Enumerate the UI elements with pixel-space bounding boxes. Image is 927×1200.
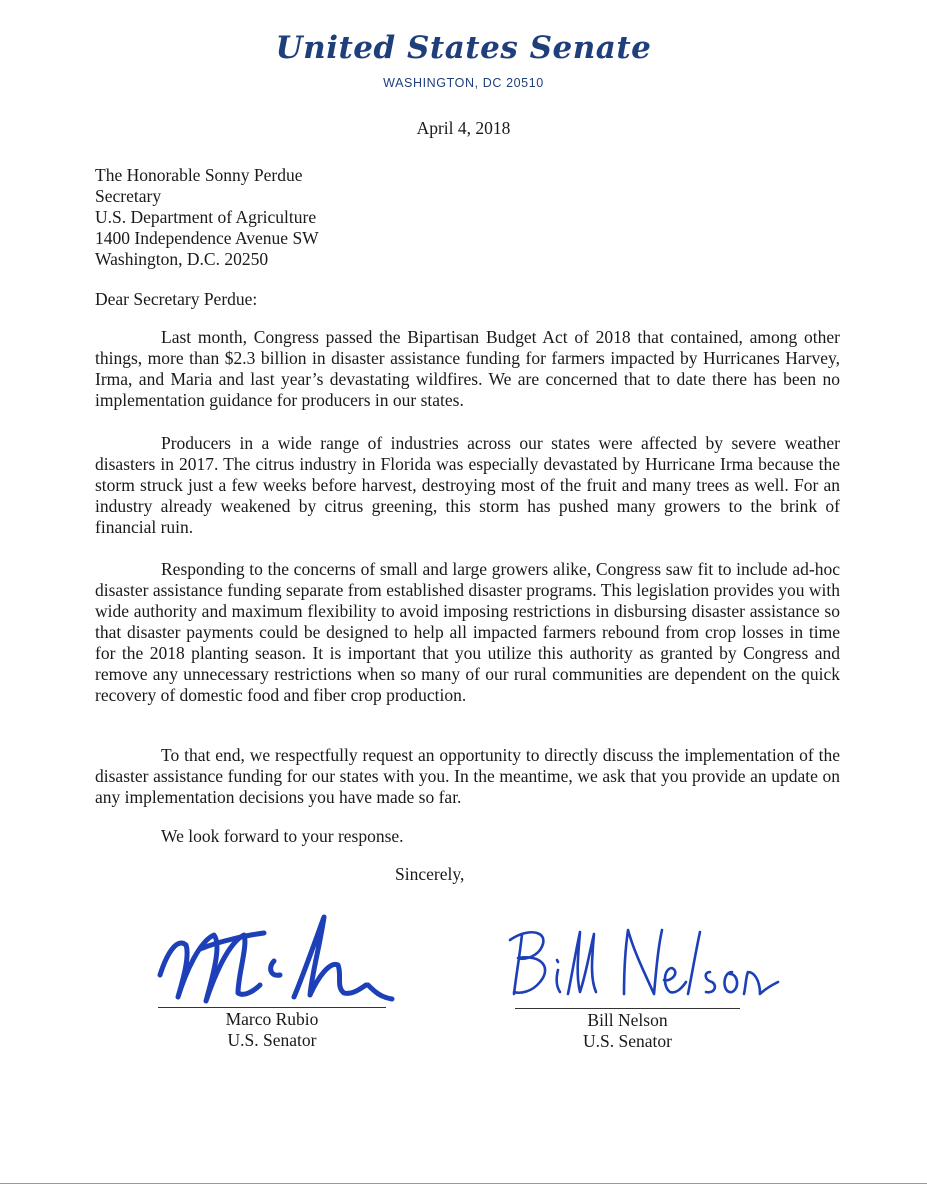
signature-nelson	[500, 920, 790, 1005]
signature-line	[158, 1007, 386, 1008]
body-paragraph: To that end, we respectfully request an opportunity to directly discuss the implementation of the disaster assistance funding for our states with you. In the meantime, we ask that you provide an update on any implementation decisions you have made so far.	[95, 745, 840, 807]
body-paragraph: Responding to the concerns of small and large growers alike, Congress saw fit to include ad-hoc disaster assistance funding separate from established disaster programs. This legislation provides you with wide authority and maximum flexibility to avoid imposing restrictions in disbursing disaster assistance so that disaster payments could be designed to help all impacted farmers rebound from crop losses in time for the 2018 planting season. It is important that you utilize this authority as granted by Congress and remove any unnecessary restrictions when so many of our rural communities are dependent on the quick recovery of domestic food and fiber crop production.	[95, 559, 840, 705]
recipient-street: 1400 Independence Avenue SW	[95, 228, 319, 248]
body-paragraph: Last month, Congress passed the Bipartisan Budget Act of 2018 that contained, among other things, more than $2.3 billion in disaster assistance funding for farmers impacted by Hurricanes Harvey, Irma, and Maria and last year’s devastating wildfires. We are concerned that to date there has been no implementation guidance for producers in our states.	[95, 327, 840, 410]
signatory-title: U.S. Senator	[227, 1030, 317, 1050]
signatory-name: Bill Nelson	[587, 1010, 668, 1030]
page-bottom-rule	[0, 1183, 927, 1184]
letter-date: April 4, 2018	[416, 118, 511, 138]
signature-rubio	[140, 905, 410, 1010]
signatory-title: U.S. Senator	[583, 1031, 672, 1051]
recipient-city: Washington, D.C. 20250	[95, 249, 269, 269]
signature-line	[515, 1008, 740, 1009]
letterhead-title: United States Senate	[275, 30, 652, 66]
recipient-title: Secretary	[95, 186, 162, 206]
recipient-name: The Honorable Sonny Perdue	[95, 165, 303, 185]
recipient-address	[95, 165, 319, 270]
signatory-rubio	[158, 1009, 386, 1051]
salutation: Dear Secretary Perdue:	[95, 289, 258, 309]
sign-off: Sincerely,	[395, 864, 465, 884]
letterhead-address: WASHINGTON, DC 20510	[383, 76, 544, 90]
signatory-nelson	[515, 1010, 740, 1052]
body-paragraph: Producers in a wide range of industries across our states were affected by severe weather disasters in 2017. The citrus industry in Florida was especially devastated by Hurricane Irma because the storm struck just a few weeks before harvest, destroying most of the fruit and many trees as well. For an industry already weakened by citrus greening, this storm has pushed many growers to the brink of financial ruin.	[95, 433, 840, 537]
closing-line: We look forward to your response.	[161, 826, 404, 846]
recipient-department: U.S. Department of Agriculture	[95, 207, 317, 227]
signatory-name: Marco Rubio	[225, 1009, 319, 1029]
